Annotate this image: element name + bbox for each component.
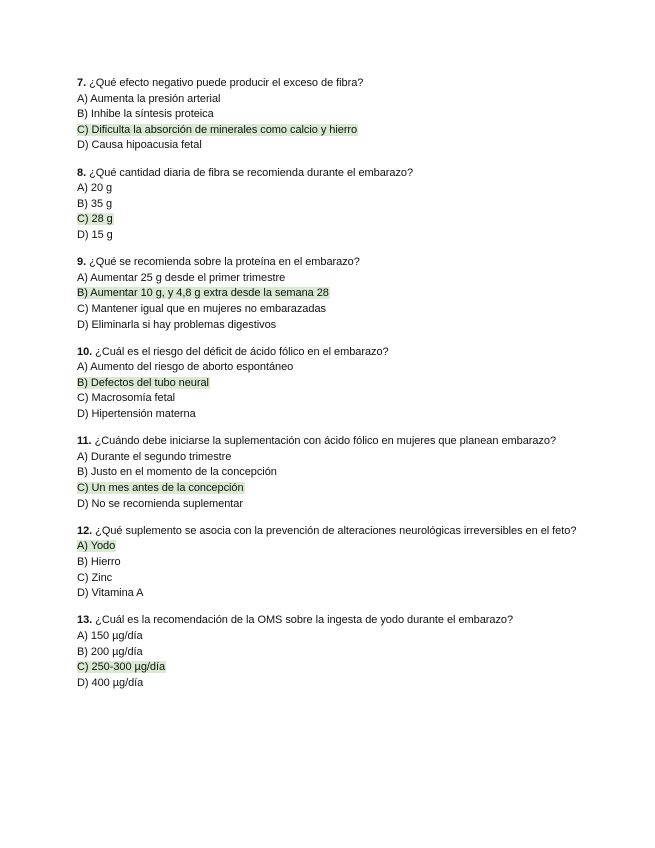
option-c-correct: C) 250-300 µg/día — [77, 661, 166, 674]
option-b: B) Justo en el momento de la concepción — [77, 466, 277, 479]
option-b: B) Hierro — [77, 556, 121, 568]
option-d: D) 400 µg/día — [77, 676, 144, 689]
question-text: ¿Qué se recomienda sobre la proteína en el embarazo? — [89, 256, 360, 269]
question-7 — [77, 76, 597, 154]
question-number: 11. — [77, 435, 92, 448]
question-9 — [77, 255, 597, 333]
question-number: 9. — [77, 256, 87, 269]
question-title — [77, 524, 597, 540]
question-title — [77, 345, 597, 361]
question-number: 8. — [77, 166, 87, 179]
option-a: A) Aumento del riesgo de aborto espontáneo — [77, 361, 294, 374]
question-title — [77, 76, 597, 92]
option-b-correct: B) Aumentar 10 g, y 4,8 g extra desde la semana 28 — [77, 287, 329, 300]
question-title — [77, 255, 597, 271]
question-number: 13. — [77, 614, 93, 627]
option-c-correct: C) Dificulta la absorción de minerales como calcio y hierro — [77, 123, 358, 136]
option-a: A) 150 µg/día — [77, 629, 143, 642]
quiz-document — [77, 76, 597, 703]
option-b: B) 35 g — [77, 197, 113, 210]
question-8 — [77, 166, 597, 244]
option-d: D) Causa hipoacusia fetal — [77, 139, 202, 152]
question-11 — [77, 434, 597, 512]
option-c-correct: C) Un mes antes de la concepción — [77, 482, 244, 495]
option-d: D) Eliminarla si hay problemas digestivos — [77, 318, 277, 331]
question-title — [77, 613, 597, 629]
option-c-correct: C) 28 g — [77, 213, 113, 226]
option-a-correct: A) Yodo — [77, 540, 116, 553]
option-d: D) No se recomienda suplementar — [77, 497, 243, 510]
option-c: C) Macrosomía fetal — [77, 392, 176, 405]
question-10 — [77, 345, 597, 423]
question-number: 10. — [77, 345, 93, 358]
question-text: ¿Qué suplemento se asocia con la prevención de alteraciones neurológicas irreversibles en el feto? — [95, 524, 577, 537]
option-a: A) Aumentar 25 g desde el primer trimestre — [77, 271, 286, 284]
option-c: C) Zinc — [77, 571, 113, 584]
option-b: B) Inhibe la síntesis proteica — [77, 108, 214, 121]
question-text: ¿Cuándo debe iniciarse la suplementación con ácido fólico en mujeres que planean embarazo? — [94, 435, 557, 448]
option-d: D) Vitamina A — [77, 587, 144, 600]
option-c: C) Mantener igual que en mujeres no embarazadas — [77, 302, 326, 315]
question-number: 12. — [77, 524, 93, 537]
option-a: A) Durante el segundo trimestre — [77, 450, 232, 463]
question-title — [77, 166, 597, 182]
option-b: B) 200 µg/día — [77, 645, 143, 658]
question-13 — [77, 613, 597, 691]
question-title — [77, 434, 597, 450]
option-b-correct: B) Defectos del tubo neural — [77, 376, 209, 389]
option-d: D) Hipertensión materna — [77, 408, 196, 421]
option-d: D) 15 g — [77, 228, 113, 241]
question-text: ¿Cuál es el riesgo del déficit de ácido fólico en el embarazo? — [95, 345, 389, 358]
option-a: A) Aumenta la presión arterial — [77, 92, 221, 105]
question-text: ¿Qué cantidad diaria de fibra se recomienda durante el embarazo? — [89, 166, 414, 179]
option-a: A) 20 g — [77, 182, 113, 195]
question-12 — [77, 524, 597, 602]
question-text: ¿Cuál es la recomendación de la OMS sobre la ingesta de yodo durante el embarazo? — [95, 614, 514, 627]
question-text: ¿Qué efecto negativo puede producir el exceso de fibra? — [89, 77, 364, 89]
question-number: 7. — [77, 77, 87, 89]
